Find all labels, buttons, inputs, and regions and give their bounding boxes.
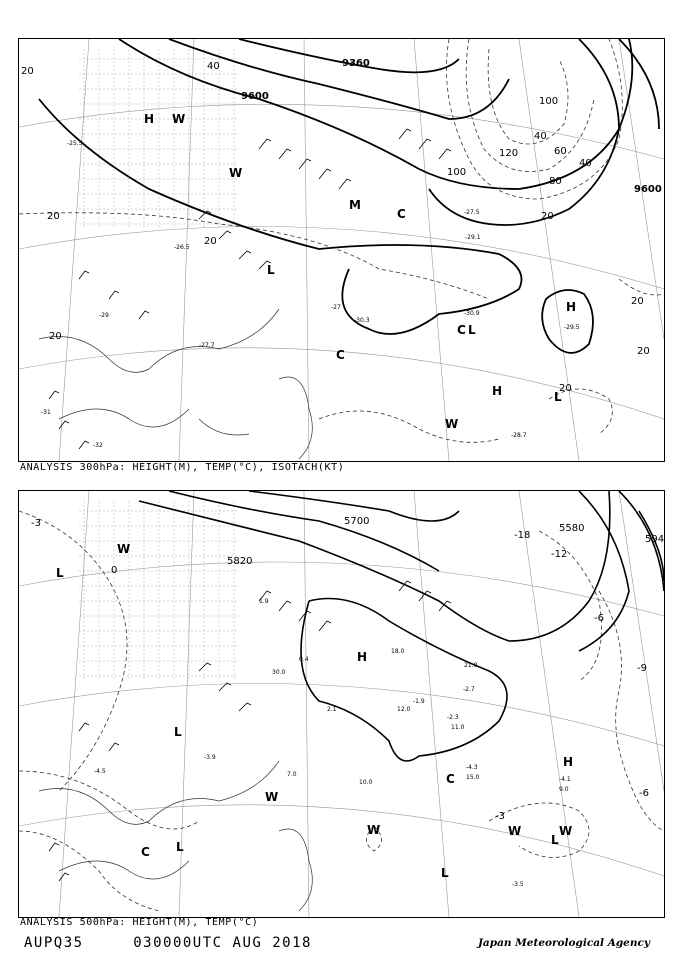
station-temp: -27.7 [199, 342, 215, 349]
station-value: 18.0 [391, 648, 405, 655]
low-pressure-marker: L [267, 263, 275, 277]
isotach-label: 20 [637, 346, 650, 357]
isotach-label: 20 [631, 296, 644, 307]
agency-name: Japan Meteorological Agency [477, 937, 650, 949]
isotach-label: 20 [21, 66, 34, 77]
temp-label: -12 [551, 549, 568, 560]
warm-marker: W [117, 542, 131, 556]
warm-marker: W [265, 790, 279, 804]
station-temp: -26.5 [174, 244, 190, 251]
station-value: 2.1 [327, 706, 337, 713]
station-value: 1.9 [259, 598, 269, 605]
isotach-label: 20 [49, 331, 62, 342]
terrain-grid [79, 501, 239, 681]
station-value: 30.0 [272, 669, 286, 676]
isotach-label: 20 [47, 211, 60, 222]
low-pressure-marker: L [468, 323, 476, 337]
station-value: 11.0 [451, 724, 465, 731]
station-temp: -25.5 [67, 140, 83, 147]
chart-500hpa [18, 490, 665, 918]
height-label: 9600 [241, 91, 269, 102]
low-pressure-marker: L [56, 566, 64, 580]
coastlines [39, 761, 312, 911]
station-value: -4.5 [94, 768, 106, 775]
warm-marker: W [508, 824, 522, 838]
low-pressure-marker: L [554, 390, 562, 404]
isotachs [19, 39, 664, 442]
temp-label: -3 [31, 518, 41, 529]
station-value: -4.1 [559, 776, 571, 783]
high-pressure-marker: H [566, 300, 577, 314]
isotach-label: 40 [534, 131, 547, 142]
station-value: 12.0 [397, 706, 411, 713]
high-pressure-marker: H [492, 384, 503, 398]
terrain-grid [79, 49, 239, 229]
temp-label: -3 [495, 811, 505, 822]
station-temp: -30.3 [354, 317, 370, 324]
warm-marker: W [229, 166, 243, 180]
chart-500hpa-caption: ANALYSIS 500hPa: HEIGHT(M), TEMP(°C) [20, 917, 259, 928]
temp-label: -9 [637, 663, 647, 674]
station-temp: -31 [41, 409, 51, 416]
station-value: -1.9 [413, 698, 425, 705]
temp-label: 0 [111, 565, 118, 576]
height-label: 5580 [559, 523, 585, 534]
low-pressure-marker: L [441, 866, 449, 880]
m-marker: M [349, 198, 361, 212]
isotach-label: 100 [447, 167, 467, 178]
station-value: -2.7 [463, 686, 475, 693]
temp-label: -6 [639, 788, 649, 799]
station-temp: -29.5 [564, 324, 580, 331]
temp-label: -6 [594, 613, 604, 624]
station-value: 15.0 [466, 774, 480, 781]
height-label: 5820 [227, 556, 253, 567]
warm-marker: W [559, 824, 573, 838]
cold-marker: C [457, 323, 466, 337]
chart-300hpa-caption: ANALYSIS 300hPa: HEIGHT(M), TEMP(°C), ISOTACH(KT) [20, 462, 345, 473]
isotach-label: 100 [539, 96, 559, 107]
cold-marker: C [141, 845, 150, 859]
chart-500hpa-map [19, 491, 664, 917]
height-label: 9360 [342, 58, 370, 69]
warm-marker: W [445, 417, 459, 431]
isotach-label: 60 [554, 146, 567, 157]
station-temp: -27 [331, 304, 341, 311]
isotach-label: 80 [549, 176, 562, 187]
wind-barbs [49, 129, 451, 449]
temp-label: -18 [514, 530, 531, 541]
height-label: 5700 [344, 516, 370, 527]
station-value: -3.5 [512, 881, 524, 888]
station-temp: -29.1 [465, 234, 481, 241]
bulletin-datetime: 030000UTC AUG 2018 [133, 935, 312, 951]
bulletin-code: AUPQ35 [24, 935, 84, 951]
station-temp: -32 [93, 442, 103, 449]
isotach-label: 20 [541, 211, 554, 222]
isotach-label: 120 [499, 148, 519, 159]
station-value: -3.9 [204, 754, 216, 761]
station-value: 7.0 [287, 771, 297, 778]
station-temp: -29 [99, 312, 109, 319]
station-value: -4.3 [466, 764, 478, 771]
high-pressure-marker: H [144, 112, 155, 126]
low-pressure-marker: L [176, 840, 184, 854]
wind-barbs [49, 581, 451, 881]
station-value: 0.4 [299, 656, 309, 663]
station-value: 21.0 [464, 662, 478, 669]
station-value: -2.3 [447, 714, 459, 721]
cold-marker: C [336, 348, 345, 362]
station-temp: -27.5 [464, 209, 480, 216]
station-temp: -28.7 [511, 432, 527, 439]
high-pressure-marker: H [563, 755, 574, 769]
warm-marker: W [367, 823, 381, 837]
low-pressure-marker: L [551, 833, 559, 847]
isotach-label: 20 [204, 236, 217, 247]
cold-marker: C [397, 207, 406, 221]
chart-300hpa-map [19, 39, 664, 461]
warm-marker: W [172, 112, 186, 126]
station-value: 10.0 [359, 779, 373, 786]
low-pressure-marker: L [174, 725, 182, 739]
chart-300hpa [18, 38, 665, 462]
isotach-label: 20 [559, 383, 572, 394]
high-pressure-marker: H [357, 650, 368, 664]
isotach-label: 40 [579, 158, 592, 169]
height-label: 9600 [634, 184, 662, 195]
bulletin-header [24, 935, 312, 951]
isotach-label: 40 [207, 61, 220, 72]
height-label: 594 [645, 534, 664, 545]
cold-marker: C [446, 772, 455, 786]
graticule [19, 39, 664, 461]
station-value: 9.0 [559, 786, 569, 793]
station-temp: -30.9 [464, 310, 480, 317]
coastlines [39, 309, 312, 459]
height-contours [139, 491, 664, 761]
